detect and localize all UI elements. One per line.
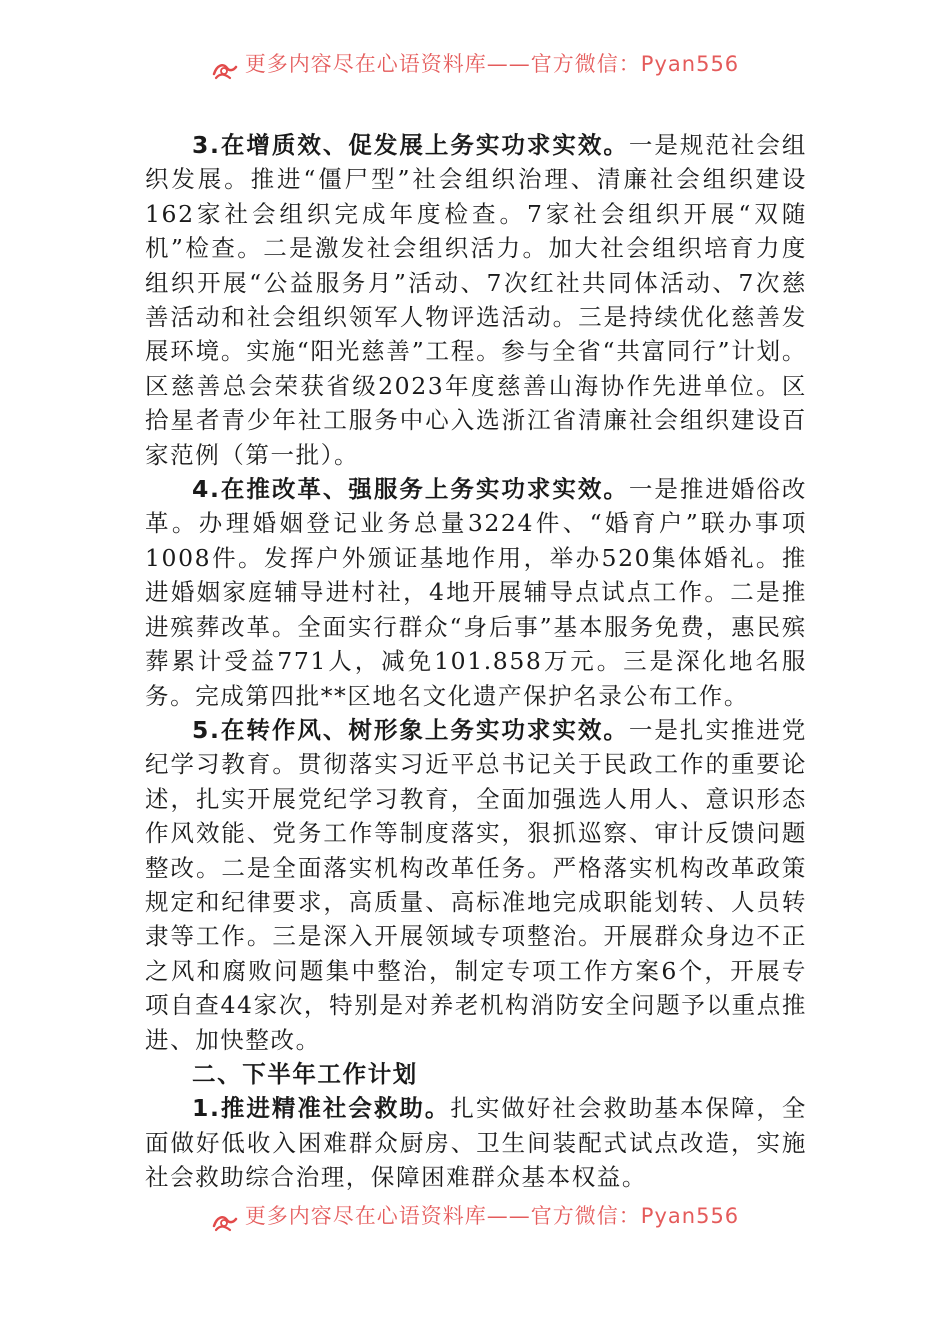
watermark-text: 更多内容尽在心语资料库——官方微信：Pyan556 (244, 1204, 740, 1228)
watermark-header (0, 52, 950, 88)
watermark-logo-icon (211, 59, 239, 81)
plan-1-body: 扎实做好社会救助基本保障，全面做好低收入困难群众厨房、卫生间装配式试点改造，实施社会救助综合治理，保障困难群众基本权益。 (145, 1094, 807, 1192)
section-4-body: 一是推进婚俗改革。办理婚姻登记业务总量3224件、“婚育户”联办事项1008件。发挥户外颁证基地作用，举办520集体婚礼。推进婚姻家庭辅导进村社，4地开展辅导点试点工作。二是推进殡葬改革。全面实行群众“身后事”基本服务免费，惠民殡葬累计受益771人，减免101.858万元。三是深化地名服务。完成第四批**区地名文化遗产保护名录公布工作。 (145, 475, 808, 710)
watermark-logo-icon (211, 1211, 239, 1233)
section-3-paragraph (145, 128, 807, 472)
section-3-body: 一是规范社会组织发展。推进“僵尸型”社会组织治理、清廉社会组织建设162家社会组织完成年度检查。7家社会组织开展“双随机”检查。二是激发社会组织活力。加大社会组织培育力度组织开展“公益服务月”活动、7次红社共同体活动、7次慈善活动和社会组织领军人物评选活动。三是持续优化慈善发展环境。实施“阳光慈善”工程。参与全省“共富同行”计划。区慈善总会荣获省级2023年度慈善山海协作先进单位。区拾星者青少年社工服务中心入选浙江省清廉社会组织建设百家范例（第一批）。 (145, 131, 808, 469)
section-4-lead: 4.在推改革、强服务上务实功求实效。 (192, 475, 629, 504)
section-5-body: 一是扎实推进党纪学习教育。贯彻落实习近平总书记关于民政工作的重要论述，扎实开展党纪学习教育，全面加强选人用人、意识形态作风效能、党务工作等制度落实，狠抓巡察、审计反馈问题整改。二是全面落实机构改革任务。严格落实机构改革政策规定和纪律要求，高质量、高标准地完成职能划转、人员转隶等工作。三是深入开展领域专项整治。开展群众身边不正之风和腐败问题集中整治，制定专项工作方案6个，开展专项自查44家次，特别是对养老机构消防安全问题予以重点推进、加快整改。 (145, 715, 808, 1054)
document-body (145, 128, 807, 1195)
heading-second-half-plan: 二、下半年工作计划 (192, 1059, 418, 1088)
plan-1-lead: 1.推进精准社会救助。 (192, 1094, 451, 1123)
watermark-footer (0, 1204, 950, 1240)
section-5-lead: 5.在转作风、树形象上务实功求实效。 (192, 715, 629, 744)
watermark-text: 更多内容尽在心语资料库——官方微信：Pyan556 (244, 52, 740, 76)
section-5-paragraph (145, 713, 807, 1057)
section-4-paragraph (145, 472, 807, 713)
section-3-lead: 3.在增质效、促发展上务实功求实效。 (192, 131, 629, 159)
plan-1-paragraph (145, 1091, 807, 1194)
